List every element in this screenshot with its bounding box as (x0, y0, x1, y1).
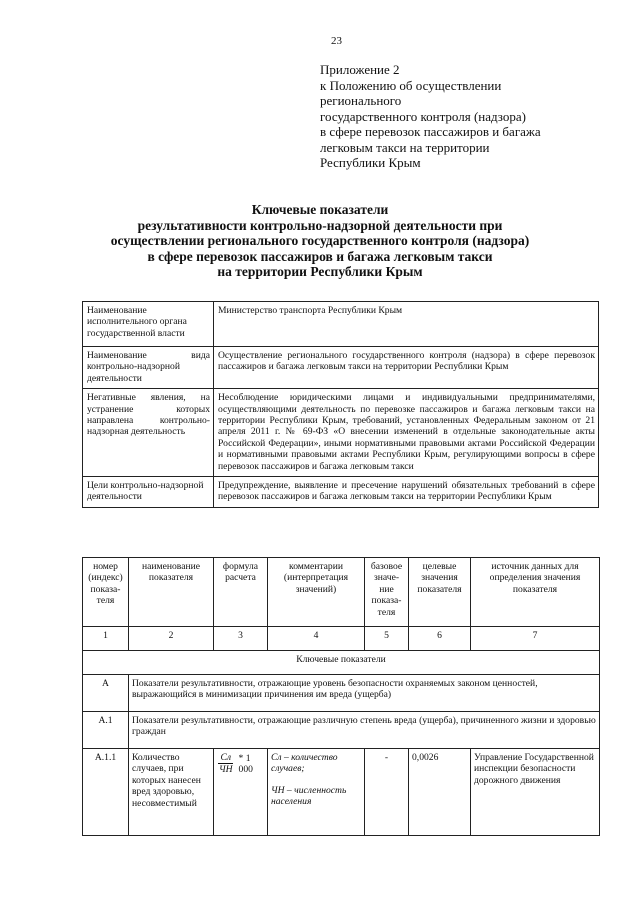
header-name: наименование показателя (129, 558, 214, 627)
indicator-index: А.1.1 (83, 749, 129, 836)
formula-fraction (217, 752, 235, 776)
appendix-line: легковым такси на территории (320, 139, 490, 155)
group-row-a (83, 675, 600, 712)
info-value: Несоблюдение юридическими лицами и индивидуальными предпринимателями, осуществляющими деятельность по перевозке пассажиров и багажа легковым такси на территории Республики Крым, требований, установленных Федеральным законом от 21 апреля 2011 г. № 69-ФЗ «О внесении изменений в отдельные законодательные акты Российской Федерации», иными нормативными правовыми актами Российской Федерации и нормативными правовыми актами Республики Крым, регулирующими вопросы в сфере перевозок пассажиров и багажа легковым такси (214, 389, 599, 477)
title-line: результативности контрольно-надзорной деятельности при (137, 217, 503, 233)
group-index: А.1 (83, 712, 129, 749)
info-label: Наименование исполнительного органа государственной власти (83, 302, 214, 347)
info-row-goals (83, 477, 599, 508)
info-table (82, 301, 599, 508)
appendix-line: Республики Крым (320, 155, 421, 170)
title-line: на территории Республики Крым (217, 264, 423, 279)
info-row-negative (83, 389, 599, 477)
info-row-activity (83, 347, 599, 389)
formula (217, 752, 264, 776)
indicator-row (83, 749, 600, 836)
appendix-line: регионального (320, 93, 402, 108)
col-number: 3 (214, 627, 268, 651)
info-label: Негативные явления, на устранение которых направлена контрольно-надзорная деятельность (83, 389, 214, 477)
group-text: Показатели результативности, отражающие различную степень вреда (ущерба), причиненного жизни и здоровью граждан (129, 712, 600, 749)
indicator-name: Количество случаев, при которых нанесен вред здоровью, несовместимый (129, 749, 214, 836)
group-row-a1 (83, 712, 600, 749)
document-title (60, 202, 580, 280)
header-formula: формула расчета (214, 558, 268, 627)
col-number: 5 (365, 627, 409, 651)
col-number: 4 (268, 627, 365, 651)
col-number: 2 (129, 627, 214, 651)
appendix-line: государственного контроля (надзора) (320, 108, 526, 124)
appendix-line: к Положению об осуществлении (320, 77, 502, 93)
info-value: Предупреждение, выявление и пресечение нарушений обязательных требований в сфере перевозок пассажиров и багажа легковым такси на территории Республики Крым (214, 477, 599, 508)
info-value: Министерство транспорта Республики Крым (214, 302, 599, 347)
header-index: номер (индекс) показа-теля (83, 558, 129, 627)
info-label: Наименование вида контрольно-надзорной деятельности (83, 347, 214, 389)
title-line: в сфере перевозок пассажиров и багажа легковым такси (147, 248, 493, 264)
indicator-base-value: - (365, 749, 409, 836)
indicator-comment (268, 749, 365, 836)
table-header-row (83, 558, 600, 627)
group-index: А (83, 675, 129, 712)
section-row (83, 651, 600, 675)
appendix-header (320, 62, 610, 171)
formula-numerator: Сл (220, 752, 232, 763)
title-line: Ключевые показатели (251, 202, 389, 217)
appendix-line: в сфере перевозок пассажиров и багажа (320, 124, 541, 139)
col-number: 1 (83, 627, 129, 651)
indicator-target-value: 0,0026 (409, 749, 471, 836)
group-text: Показатели результативности, отражающие уровень безопасности охраняемых законом ценностей, выражающийся в минимизации причинения им вреда (ущерба) (129, 675, 600, 712)
header-comment: комментарии (интерпретация значений) (268, 558, 365, 627)
col-number: 6 (409, 627, 471, 651)
header-base: базовое значе-ние показа-теля (365, 558, 409, 627)
title-line: осуществлении регионального государственного контроля (надзора) (110, 233, 530, 248)
comment-line: Сл – количество случаев; (271, 752, 338, 775)
indicator-source: Управление Государственной инспекции безопасности дорожного движения (471, 749, 600, 836)
appendix-line: Приложение 2 (320, 62, 400, 77)
page-number: 23 (331, 35, 342, 47)
col-number: 7 (471, 627, 600, 651)
info-value: Осуществление регионального государственного контроля (надзора) в сфере перевозок пассажиров и багажа легковым такси на территории Республики Крым (214, 347, 599, 389)
indicator-formula (214, 749, 268, 836)
formula-denominator: ЧН (219, 764, 233, 776)
comment-line: ЧН – численность населения (271, 784, 347, 808)
section-title: Ключевые показатели (83, 651, 600, 675)
table-number-row (83, 627, 600, 651)
info-row-authority (83, 302, 599, 347)
header-target: целевые значения показателя (409, 558, 471, 627)
formula-multiplier: * 1 000 (238, 752, 253, 775)
header-source: источник данных для определения значения показателя (471, 558, 600, 627)
indicators-table (82, 557, 600, 836)
info-label: Цели контрольно-надзорной деятельности (83, 477, 214, 508)
